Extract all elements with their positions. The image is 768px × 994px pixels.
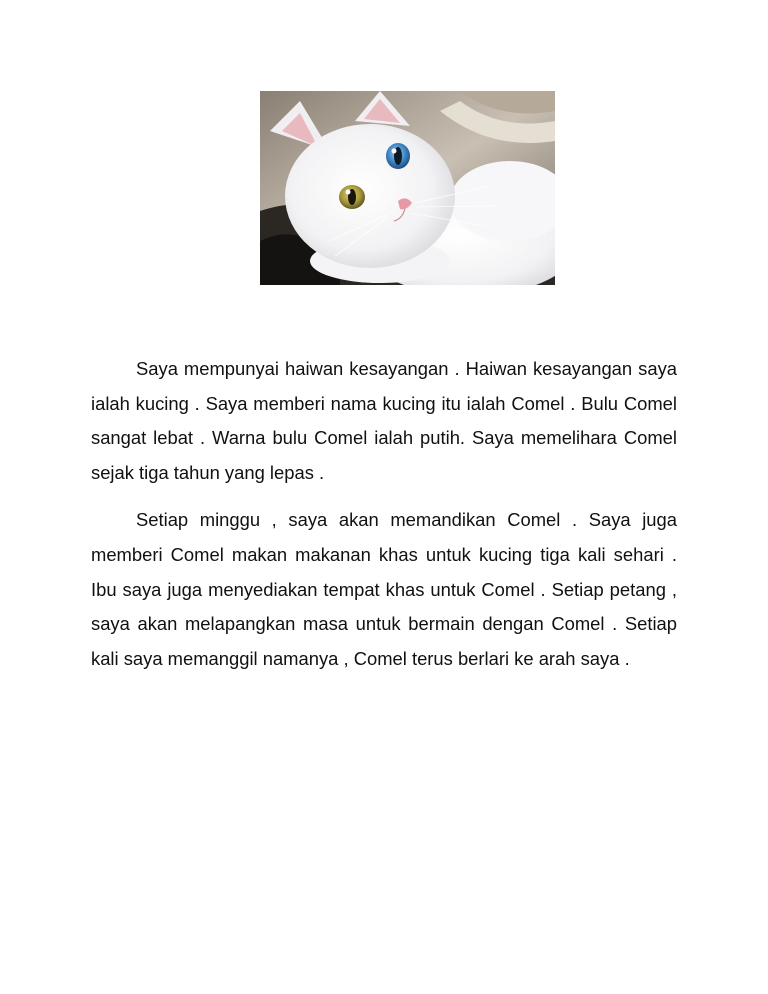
kitten-illustration — [260, 91, 555, 285]
paragraph-2: Setiap minggu , saya akan memandikan Comel . Saya juga memberi Comel makan makanan khas untuk kucing tiga kali sehari . Ibu saya juga menyediakan tempat khas untuk Comel . Setiap petang , saya akan melapangkan masa untuk bermain dengan Comel . Setiap kali saya memanggil namanya , Comel terus berlari ke arah saya . — [91, 509, 677, 669]
essay-body — [91, 352, 677, 676]
kitten-photo — [260, 91, 555, 285]
paragraph-1: Saya mempunyai haiwan kesayangan . Haiwan kesayangan saya ialah kucing . Saya memberi nama kucing itu ialah Comel . Bulu Comel sangat lebat . Warna bulu Comel ialah putih. Saya memelihara Comel sejak tiga tahun yang lepas . — [91, 358, 677, 483]
